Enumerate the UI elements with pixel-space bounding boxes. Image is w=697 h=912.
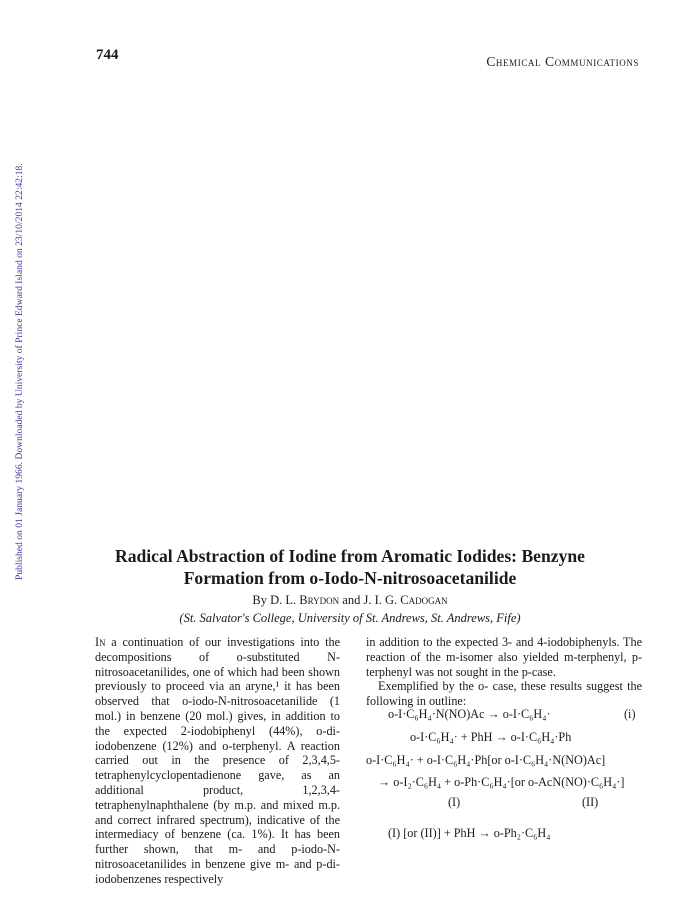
- author-1: D. L. Brydon: [270, 593, 340, 607]
- authors: [40, 593, 660, 608]
- lead-word: In: [95, 635, 106, 649]
- and-label: and: [342, 593, 361, 607]
- equation-3: o-I·C₆H₄· + o-I·C₆H₄·Ph[or o-I·C₆H₄·N(NO)Ac]: [366, 753, 606, 767]
- equation-2: o-I·C₆H₄· + PhH → o-I·C₆H₄·Ph: [410, 730, 572, 744]
- right-paragraph-1: in addition to the expected 3- and 4-iodobiphenyls. The reaction of the m-isomer also yielded m-terphenyl, p-terphenyl was not sought in the p-case.: [366, 635, 642, 679]
- equation-5: (I) [or (II)] + PhH → o-Ph₂·C₆H₄: [388, 826, 551, 840]
- title-line-2: Formation from o-Iodo-N-nitrosoacetanilide: [183, 568, 517, 588]
- left-column: [95, 635, 340, 887]
- left-column-text: a continuation of our investigations into the decompositions of o-substituted N-nitrosoacetanilides, one of which had been shown previously to proceed via an aryne,¹ it has been observed that o-iodo-N-nitrosoacetanilide (1 mol.) in benzene (20 mol.) gives, in addition to the expected 2-iodobiphenyl (44%), o-di-iodobenzene (12%) and o-terphenyl. A reaction carried out in the presence of 2,3,4,5-tetraphenylcyclopentadienone gave, as an additional product, 1,2,3,4-tetraphenylnaphthalene (by m.p. and mixed m.p. and correct infrared spectrum), indicative of the intermediacy of benzene (ca. 1%). It has been further shown, that m- and p-iodo-N-nitrosoacetanilides in benzene give m- and p-di-iodobenzenes respectively: [95, 635, 340, 886]
- equation-1-label: (i): [624, 707, 636, 721]
- right-column: [366, 635, 642, 709]
- label-II: (II): [582, 795, 599, 809]
- affiliation: (St. Salvator's College, University of St. Andrews, St. Andrews, Fife): [179, 611, 521, 625]
- title-line-1: Radical Abstraction of Iodine from Aromatic Iodides: Benzyne: [115, 546, 585, 566]
- journal-name: Chemical Communications: [486, 54, 639, 69]
- download-notice[interactable]: Published on 01 January 1966. Downloaded by University of Prince Edward Island on 23/10/2014 22:42:18.: [14, 163, 25, 580]
- equation-4: → o-I₂·C₆H₄ + o-Ph·C₆H₄·[or o-AcN(NO)·C₆H₄·]: [378, 775, 625, 789]
- author-2: J. I. G. Cadogan: [363, 593, 448, 607]
- right-paragraph-2: Exemplified by the o- case, these results suggest the following in outline:: [366, 679, 642, 709]
- by-label: By: [252, 593, 267, 607]
- article-title: [40, 545, 660, 589]
- equation-1: o-I·C₆H₄·N(NO)Ac → o-I·C₆H₄·: [388, 707, 551, 721]
- label-I: (I): [448, 795, 461, 809]
- page-number: 744: [96, 47, 119, 63]
